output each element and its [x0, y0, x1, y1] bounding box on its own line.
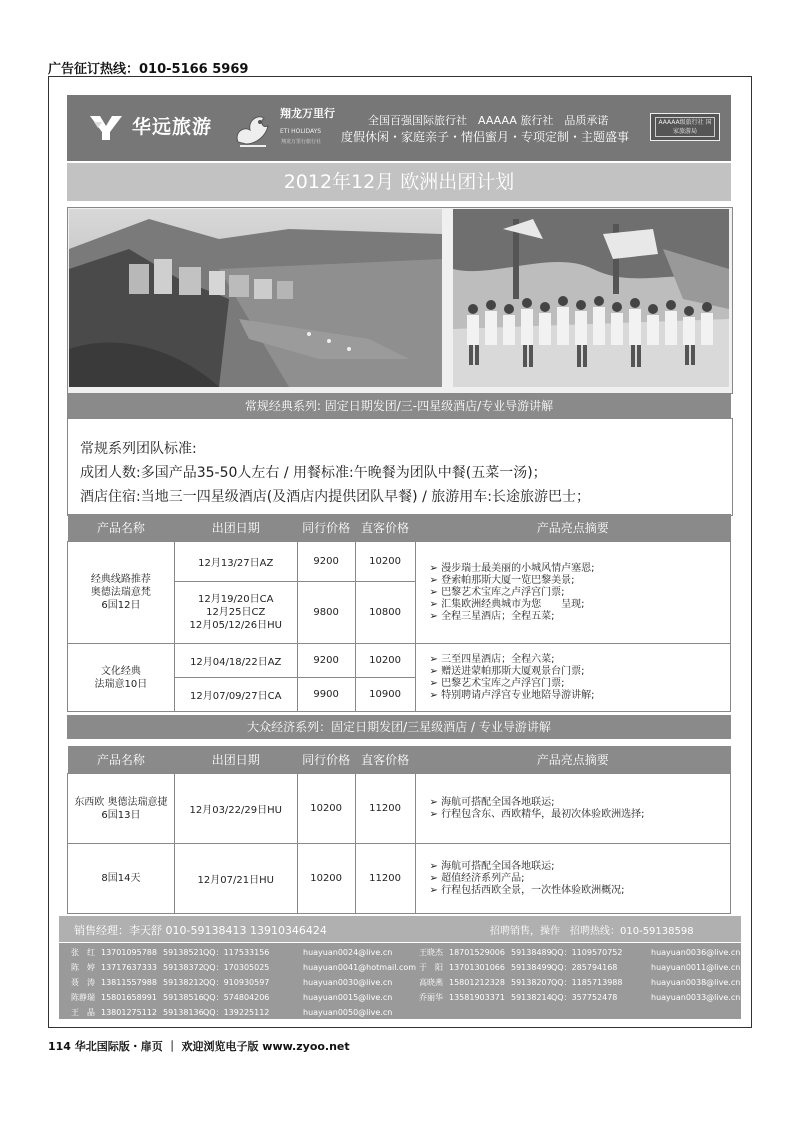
contact-qq: QQ：1109570752 [551, 948, 623, 957]
direct-price: 11200 [355, 844, 415, 914]
contact-email: huayuan0036@live.cn [651, 948, 741, 957]
date-line: 12月19/20日CA [198, 594, 274, 605]
product-highlights [415, 774, 730, 844]
peer-price: 9800 [297, 582, 355, 644]
contact-qq: QQ：117533156 [203, 948, 270, 957]
table-header-row [68, 514, 731, 542]
standards-line: 成团人数:多国产品35-50人左右 / 用餐标准:午晚餐为团队中餐(五菜一汤)； [80, 465, 547, 481]
direct-price: 10900 [355, 678, 415, 712]
highlight-item: ➢ 巴黎艺术宝库之卢浮宫门票; [430, 678, 729, 690]
col-header: 同行价格 [297, 514, 355, 542]
highlight-item: ➢ 行程包括西欧全景，一次性体验欧洲概况; [430, 885, 729, 897]
section2-bar: 大众经济系列：固定日期发团/三星级酒店 / 专业导游讲解 [67, 715, 731, 739]
col-header: 同行价格 [297, 746, 355, 774]
contact-mobile: 15801212328 [449, 978, 505, 987]
highlight-item: ➢ 行程包含东、西欧精华，最初次体验欧洲选择; [430, 809, 729, 821]
col-header: 产品名称 [68, 514, 175, 542]
contact-mobile: 13801275112 [101, 1008, 157, 1017]
departure-dates: 12月03/22/29日HU [174, 774, 297, 844]
contact-row [71, 977, 392, 988]
peer-price: 9200 [297, 644, 355, 678]
highlight-item: ➢ 特别聘请卢浮宫专业地陪导游讲解; [430, 690, 729, 702]
contact-mobile: 15801658991 [101, 993, 157, 1002]
product-name [68, 644, 175, 712]
peer-price: 9200 [297, 542, 355, 582]
contact-phone: 59138212 [163, 978, 204, 987]
contact-name: 张 红 [71, 948, 95, 957]
eti-logo-sub: ETI HOLIDAYS [280, 128, 322, 135]
contact-email: huayuan0038@live.cn [651, 978, 741, 987]
contact-email: huayuan0015@live.cn [303, 993, 393, 1002]
contact-email: huayuan0024@live.cn [303, 948, 393, 957]
huayuan-logo-icon [88, 108, 128, 144]
table-row [68, 844, 731, 914]
aaaaa-badge-text: AAAAA级旅行社 国家旅游局 [655, 117, 715, 137]
contact-name: 于 阳 [419, 963, 443, 972]
contact-phone: 59138499 [511, 963, 552, 972]
product-name [68, 542, 175, 644]
contact-qq: QQ：170305025 [203, 963, 270, 972]
highlight-item: ➢ 海航可搭配全国各地联运; [430, 861, 729, 873]
product-name-line: 法瑞意10日 [94, 678, 148, 690]
aaaaa-badge [650, 113, 720, 141]
date-line: 12月05/12/26日HU [189, 620, 282, 631]
contact-email: huayuan0033@live.cn [651, 993, 741, 1002]
product-highlights [415, 644, 730, 712]
contact-mobile: 13717637333 [101, 963, 157, 972]
product-name-line: 文化经典 [100, 665, 141, 677]
product-highlights [415, 844, 730, 914]
highlight-item: ➢ 登索帕那斯大厦一览巴黎美景; [430, 575, 729, 587]
product-name-line: 6国13日 [101, 809, 141, 821]
contact-qq: QQ：357752478 [551, 993, 618, 1002]
eti-logo-name: 翔龙万里行 [280, 107, 335, 120]
page-title: 2012年12月 欧洲出团计划 [67, 163, 731, 201]
col-header: 产品亮点摘要 [415, 746, 730, 774]
contact-phone: 59138521 [163, 948, 204, 957]
coastal-town-photo [69, 209, 442, 387]
highlight-item: ➢ 漫步瑞士最美丽的小城风情卢塞恩; [430, 563, 729, 575]
direct-price: 10200 [355, 542, 415, 582]
contact-phone: 59138214 [511, 993, 552, 1002]
contact-qq: QQ：574804206 [203, 993, 270, 1002]
contact-mobile: 13811557988 [101, 978, 157, 987]
contact-row [419, 992, 740, 1003]
contact-row [71, 992, 392, 1003]
contact-row [71, 1007, 392, 1018]
huayuan-logo-text: 华远旅游 [132, 116, 213, 138]
contact-phone: 59138516 [163, 993, 204, 1002]
contact-phone: 59138372 [163, 963, 204, 972]
eti-logo-sub2: 翔龙万里行旅行社 [281, 139, 322, 145]
contact-name: 陈 婷 [71, 963, 95, 972]
table-row [68, 774, 731, 844]
contact-qq: QQ：1185713988 [551, 978, 623, 987]
highlight-item: ➢ 超值经济系列产品; [430, 873, 729, 885]
col-header: 直客价格 [355, 746, 415, 774]
standards-line: 酒店住宿:当地三一四星级酒店(及酒店内提供团队早餐) / 旅游用车:长途旅游巴士； [80, 489, 590, 505]
col-header: 产品名称 [68, 746, 175, 774]
col-header: 出团日期 [174, 514, 297, 542]
standards-title: 常规系列团队标准: [80, 441, 197, 457]
header-tagline-1: 全国百强国际旅行社 AAAAA 旅行社 品质承诺 [368, 114, 609, 127]
contact-row [71, 962, 416, 973]
economy-products-table [67, 746, 731, 914]
peer-price: 9900 [297, 678, 355, 712]
date-line: 12月25日CZ [206, 607, 266, 618]
contact-row [419, 977, 740, 988]
contact-row [419, 962, 740, 973]
highlight-item: ➢ 全程三星酒店；全程五菜; [430, 611, 729, 623]
col-header: 出团日期 [174, 746, 297, 774]
product-highlights [415, 542, 730, 644]
contact-qq: QQ：910930597 [203, 978, 270, 987]
peer-price: 10200 [297, 774, 355, 844]
contact-email: huayuan0011@live.cn [651, 963, 741, 972]
highlight-item: ➢ 巴黎艺术宝库之卢浮宫门票; [430, 587, 729, 599]
contact-phone: 59138207 [511, 978, 552, 987]
classic-products-table [67, 514, 731, 712]
departure-dates [174, 582, 297, 644]
direct-price: 10200 [355, 644, 415, 678]
product-name-line: 6国12日 [101, 600, 141, 611]
product-name-line: 经典线路推荐 [90, 574, 151, 585]
contact-name: 聂 涛 [71, 978, 95, 987]
contact-name: 王晓杰 [419, 948, 443, 957]
header-tagline-2: 度假休闲・家庭亲子・情侣蜜月・专项定制・主题盛事 [341, 130, 630, 144]
product-name-line: 东西欧 奥德法瑞意捷 [74, 796, 168, 808]
direct-price: 11200 [355, 774, 415, 844]
contact-name: 王 晶 [71, 1008, 95, 1017]
contact-email: huayuan0041@hotmail.com [303, 963, 417, 972]
contact-row [71, 947, 392, 958]
highlight-item: ➢ 海航可搭配全国各地联运; [430, 797, 729, 809]
table-row [68, 542, 731, 582]
departure-dates: 12月07/21日HU [174, 844, 297, 914]
section1-bar: 常规经典系列: 固定日期发团/三-四星级酒店/专业导游讲解 [67, 394, 731, 418]
contact-qq: QQ：139225112 [203, 1008, 270, 1017]
staff-contacts [59, 943, 741, 1019]
contact-name: 高晓燕 [419, 978, 443, 987]
direct-price: 10800 [355, 582, 415, 644]
table-header-row [68, 746, 731, 774]
contact-mobile: 13701095788 [101, 948, 157, 957]
col-header: 产品亮点摘要 [415, 514, 730, 542]
page-footer: 114 华北国际版・扉页 ｜ 欢迎浏览电子版 www.zyoo.net [48, 1040, 350, 1053]
col-header: 直客价格 [355, 514, 415, 542]
table-row [68, 644, 731, 678]
contact-phone: 59138489 [511, 948, 552, 957]
dragon-logo-icon [230, 104, 276, 152]
peer-price: 10200 [297, 844, 355, 914]
contact-mobile: 18701529006 [449, 948, 505, 957]
product-name: 8国14天 [68, 844, 175, 914]
contact-email: huayuan0030@live.cn [303, 978, 393, 987]
ad-hotline: 广告征订热线：010-5166 5969 [48, 62, 249, 77]
product-name [68, 774, 175, 844]
departure-dates: 12月07/09/27日CA [174, 678, 297, 712]
highlight-item: ➢ 三至四星酒店；全程六菜; [430, 654, 729, 666]
group-photo [453, 209, 729, 387]
contact-phone: 59138136 [163, 1008, 204, 1017]
contact-row [419, 947, 740, 958]
contact-mobile: 13581903371 [449, 993, 505, 1002]
recruit-hotline: 招聘销售，操作 招聘热线：010-59138598 [490, 926, 694, 937]
contact-qq: QQ：285794168 [551, 963, 618, 972]
contact-name: 陈静瑞 [71, 993, 95, 1002]
highlight-item: ➢ 赠送进蒙帕那斯大厦观景台门票; [430, 666, 729, 678]
contact-email: huayuan0050@live.cn [303, 1008, 393, 1017]
highlight-item: ➢ 汇集欧洲经典城市为您 呈现; [430, 599, 729, 611]
departure-dates: 12月04/18/22日AZ [174, 644, 297, 678]
contact-name: 乔丽华 [419, 993, 443, 1002]
departure-dates: 12月13/27日AZ [174, 542, 297, 582]
sales-manager: 销售经理：李天舒 010-59138413 13910346424 [74, 924, 327, 937]
product-name-line: 奥德法瑞意梵 [90, 587, 151, 598]
contact-mobile: 13701301066 [449, 963, 505, 972]
